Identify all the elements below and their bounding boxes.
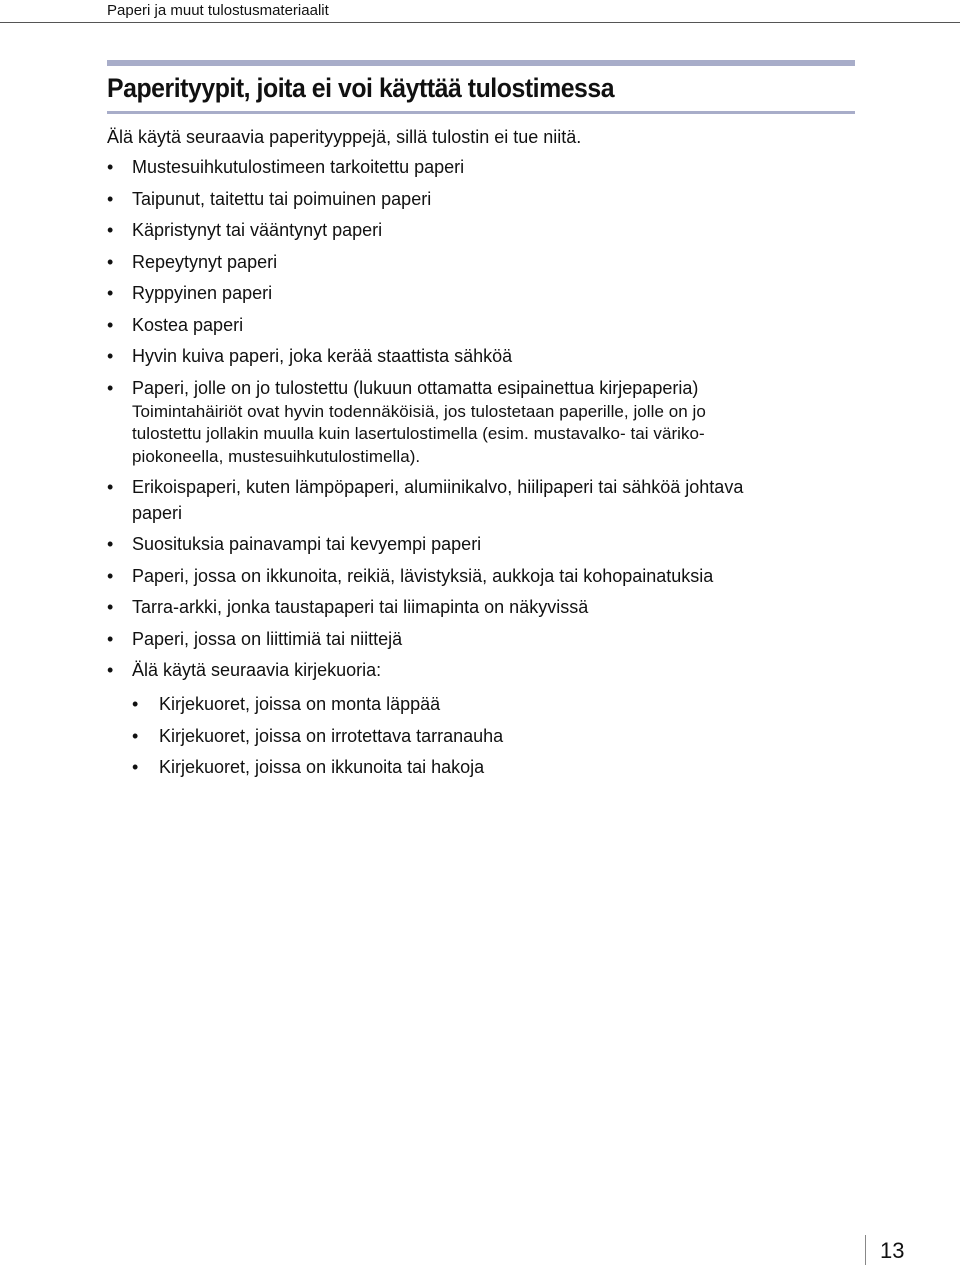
bullet-icon: • xyxy=(107,346,114,366)
list-item xyxy=(107,474,867,526)
list-item-text: Hyvin kuiva paperi, joka kerää staattista sähköä xyxy=(132,346,513,366)
list-item-text: Paperi, jossa on ikkunoita, reikiä, lävistyksiä, aukkoja tai kohopainatuksia xyxy=(132,565,714,586)
list-item xyxy=(107,563,867,589)
page-number-rule xyxy=(865,1235,866,1265)
bullet-icon: • xyxy=(107,628,114,649)
list-item xyxy=(107,343,867,369)
list-item xyxy=(107,154,867,180)
bullet-icon: • xyxy=(107,188,114,209)
sublist-item-text: Kirjekuoret, joissa on monta läppää xyxy=(159,694,441,714)
list-item-text: Kostea paperi xyxy=(132,314,244,335)
list-item xyxy=(107,280,867,306)
bullet-icon: • xyxy=(107,565,114,586)
bullet-icon: • xyxy=(132,757,139,777)
list-item xyxy=(107,186,867,212)
envelope-sublist xyxy=(132,691,867,780)
list-item-text: Mustesuihkutulostimeen tarkoitettu paperi xyxy=(132,157,465,177)
list-item xyxy=(107,312,867,338)
list-item xyxy=(107,375,867,469)
bullet-icon: • xyxy=(107,251,114,272)
sublist-item xyxy=(132,691,867,717)
running-header-title: Paperi ja muut tulostusmateriaalit xyxy=(107,2,329,19)
bullet-icon: • xyxy=(132,725,139,746)
title-rule-bottom xyxy=(107,111,855,114)
bullet-icon: • xyxy=(107,283,114,303)
list-item xyxy=(107,657,867,780)
list-item-text: Suosituksia painavampi tai kevyempi paperi xyxy=(132,534,482,554)
list-item-text: Taipunut, taitettu tai poimuinen paperi xyxy=(132,188,432,209)
running-header xyxy=(0,0,960,22)
bullet-icon: • xyxy=(107,476,114,497)
list-item-text: Repeytynyt paperi xyxy=(132,251,278,272)
list-item-text: Paperi, jossa on liittimiä tai niittejä xyxy=(132,628,403,649)
bullet-icon: • xyxy=(107,660,114,680)
list-item-text: paperi xyxy=(132,502,183,523)
list-item-text: Tarra-arkki, jonka taustapaperi tai liimapinta on näkyvissä xyxy=(132,597,589,617)
bullet-icon: • xyxy=(107,220,114,240)
bullet-icon: • xyxy=(107,314,114,335)
bullet-icon: • xyxy=(132,694,139,714)
sublist-item-text: Kirjekuoret, joissa on ikkunoita tai hakoja xyxy=(159,757,485,777)
list-item xyxy=(107,249,867,275)
sublist-item-text: Kirjekuoret, joissa on irrotettava tarranauha xyxy=(159,725,504,746)
list-item-text: Käpristynyt tai vääntynyt paperi xyxy=(132,220,383,240)
list-item-text: Paperi, jolle on jo tulostettu (lukuun ottamatta esipainettua kirjepaperia) xyxy=(132,377,699,398)
list-item-text: Erikoispaperi, kuten lämpöpaperi, alumiinikalvo, hiilipaperi tai sähköä johtava xyxy=(132,476,744,497)
bullet-icon: • xyxy=(107,597,114,617)
page-number: 13 xyxy=(880,1238,905,1263)
header-divider xyxy=(0,22,960,23)
unsupported-paper-list xyxy=(107,154,867,786)
list-item xyxy=(107,626,867,652)
bullet-icon: • xyxy=(107,377,114,398)
list-item xyxy=(107,217,867,243)
sublist-item xyxy=(132,723,867,749)
intro-paragraph: Älä käytä seuraavia paperityyppejä, sillä tulostin ei tue niitä. xyxy=(107,127,582,147)
list-item xyxy=(107,531,867,557)
list-item xyxy=(107,594,867,620)
sublist-item xyxy=(132,754,867,780)
title-rule-top xyxy=(107,60,855,66)
list-item-note: piokoneella, mustesuihkutulostimella). xyxy=(132,446,421,466)
list-item-note: Toimintahäiriöt ovat hyvin todennäköisiä, jos tulostetaan paperille, jolle on jo xyxy=(132,401,706,421)
list-item-text: Ryppyinen paperi xyxy=(132,283,273,303)
page-title: Paperityypit, joita ei voi käyttää tulostimessa xyxy=(107,73,615,103)
list-item-note: tulostettu jollakin muulla kuin lasertulostimella (esim. mustavalko- tai väriko- xyxy=(132,424,705,443)
list-item-text: Älä käytä seuraavia kirjekuoria: xyxy=(132,660,382,680)
bullet-icon: • xyxy=(107,534,114,554)
bullet-icon: • xyxy=(107,157,114,177)
